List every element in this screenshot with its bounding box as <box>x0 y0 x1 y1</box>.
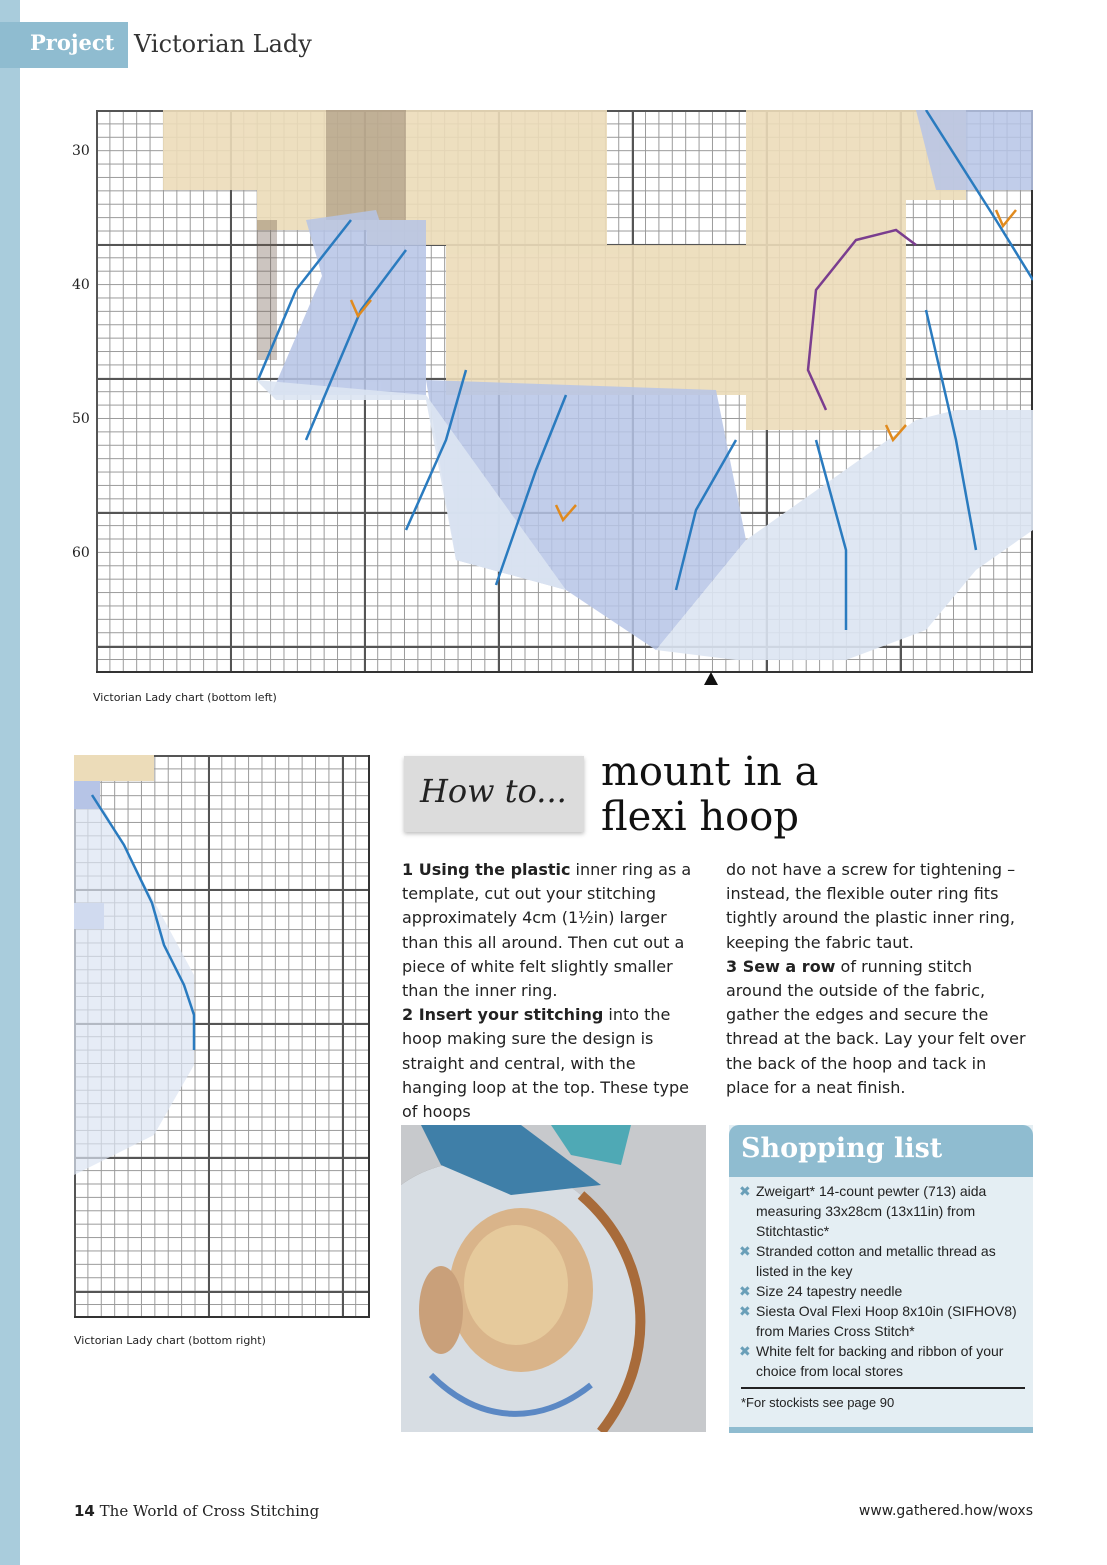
shopping-list <box>739 1181 1024 1381</box>
shopping-divider <box>741 1387 1025 1389</box>
page-number: 14 <box>74 1502 95 1520</box>
step-2-part-a <box>402 1003 704 1124</box>
footer-url: www.gathered.how/woxs <box>858 1503 1033 1519</box>
hoop-photo <box>401 1125 706 1432</box>
shopping-item <box>739 1241 1024 1281</box>
shopping-item-text: Siesta Oval Flexi Hoop 8x10in (SIFHOV8) from Maries Cross Stitch* <box>756 1303 1017 1339</box>
row-label-30: 30 <box>72 143 90 159</box>
chart-side-pattern <box>74 755 370 1318</box>
how-to-title <box>601 750 818 840</box>
side-color-strip <box>0 0 20 1565</box>
row-label-40: 40 <box>72 277 90 293</box>
step-2-text-b: do not have a screw for tightening – instead, the flexible outer ring fits tightly around the plastic inner ring, keeping the fabric taut. <box>726 860 1016 952</box>
shopping-item <box>739 1301 1024 1341</box>
how-to-title-line1: mount in a <box>601 749 819 795</box>
shopping-item-text: Stranded cotton and metallic thread as listed in the key <box>756 1243 996 1279</box>
instructions-column-2 <box>726 858 1028 1100</box>
step-3-lead: 3 Sew a row <box>726 956 836 976</box>
how-to-title-line2: flexi hoop <box>601 794 799 840</box>
footer-left <box>74 1502 319 1520</box>
row-label-50: 50 <box>72 411 90 427</box>
magazine-name: The World of Cross Stitching <box>99 1502 320 1520</box>
stockists-note: *For stockists see page 90 <box>741 1395 895 1410</box>
step-1-lead: 1 Using the plastic <box>402 860 571 879</box>
chart-main-pattern <box>96 110 1033 673</box>
chart-main-grid <box>96 110 1033 673</box>
hoop-photo-illustration <box>401 1125 706 1432</box>
side-tan-area <box>74 755 154 781</box>
row-label-60: 60 <box>72 545 90 561</box>
chart-side-grid <box>74 755 370 1318</box>
step-3-text: of running stitch around the outside of the fabric, gather the edges and secure the thread at the back. Lay your felt over the back of the hoop and tack in place for a neat finish. <box>726 956 1026 1097</box>
section-label: Project <box>30 30 115 55</box>
step-1-text: inner ring as a template, cut out your stitching approximately 4cm (1½in) larger than this all around. Then cut out a piece of white felt slightly smaller than the inner ring. <box>402 860 692 1001</box>
cross-icon: ✖ <box>739 1303 751 1319</box>
cross-icon: ✖ <box>739 1183 751 1199</box>
step-2-lead: 2 Insert your stitching <box>402 1005 604 1025</box>
cross-icon: ✖ <box>739 1343 751 1359</box>
how-to-ribbon-text: How to... <box>420 772 567 810</box>
step-2-text-a: into the hoop making sure the design is straight and central, with the hanging loop at the top. These type of hoops <box>402 1005 689 1122</box>
instructions-column-1 <box>402 858 704 1124</box>
center-arrow-marker <box>704 672 718 685</box>
cross-icon: ✖ <box>739 1283 751 1299</box>
cross-icon: ✖ <box>739 1243 751 1259</box>
shopping-item-text: White felt for backing and ribbon of your choice from local stores <box>756 1343 1004 1379</box>
shopping-item <box>739 1281 1024 1301</box>
shopping-item-text: Size 24 tapestry needle <box>756 1283 903 1299</box>
project-title: Victorian Lady <box>134 30 312 58</box>
shopping-list-title: Shopping list <box>741 1133 943 1164</box>
step-3 <box>726 955 1028 1100</box>
shopping-item <box>739 1341 1024 1381</box>
shopping-item <box>739 1181 1024 1241</box>
shopping-list-box <box>729 1125 1033 1433</box>
step-2-part-b <box>726 858 1028 955</box>
shopping-item-text: Zweigart* 14-count pewter (713) aida measuring 33x28cm (13x11in) from Stitchtastic* <box>756 1183 987 1239</box>
chart-side-caption: Victorian Lady chart (bottom right) <box>74 1334 266 1347</box>
step-1 <box>402 858 704 1003</box>
chart-main-caption: Victorian Lady chart (bottom left) <box>93 691 277 704</box>
